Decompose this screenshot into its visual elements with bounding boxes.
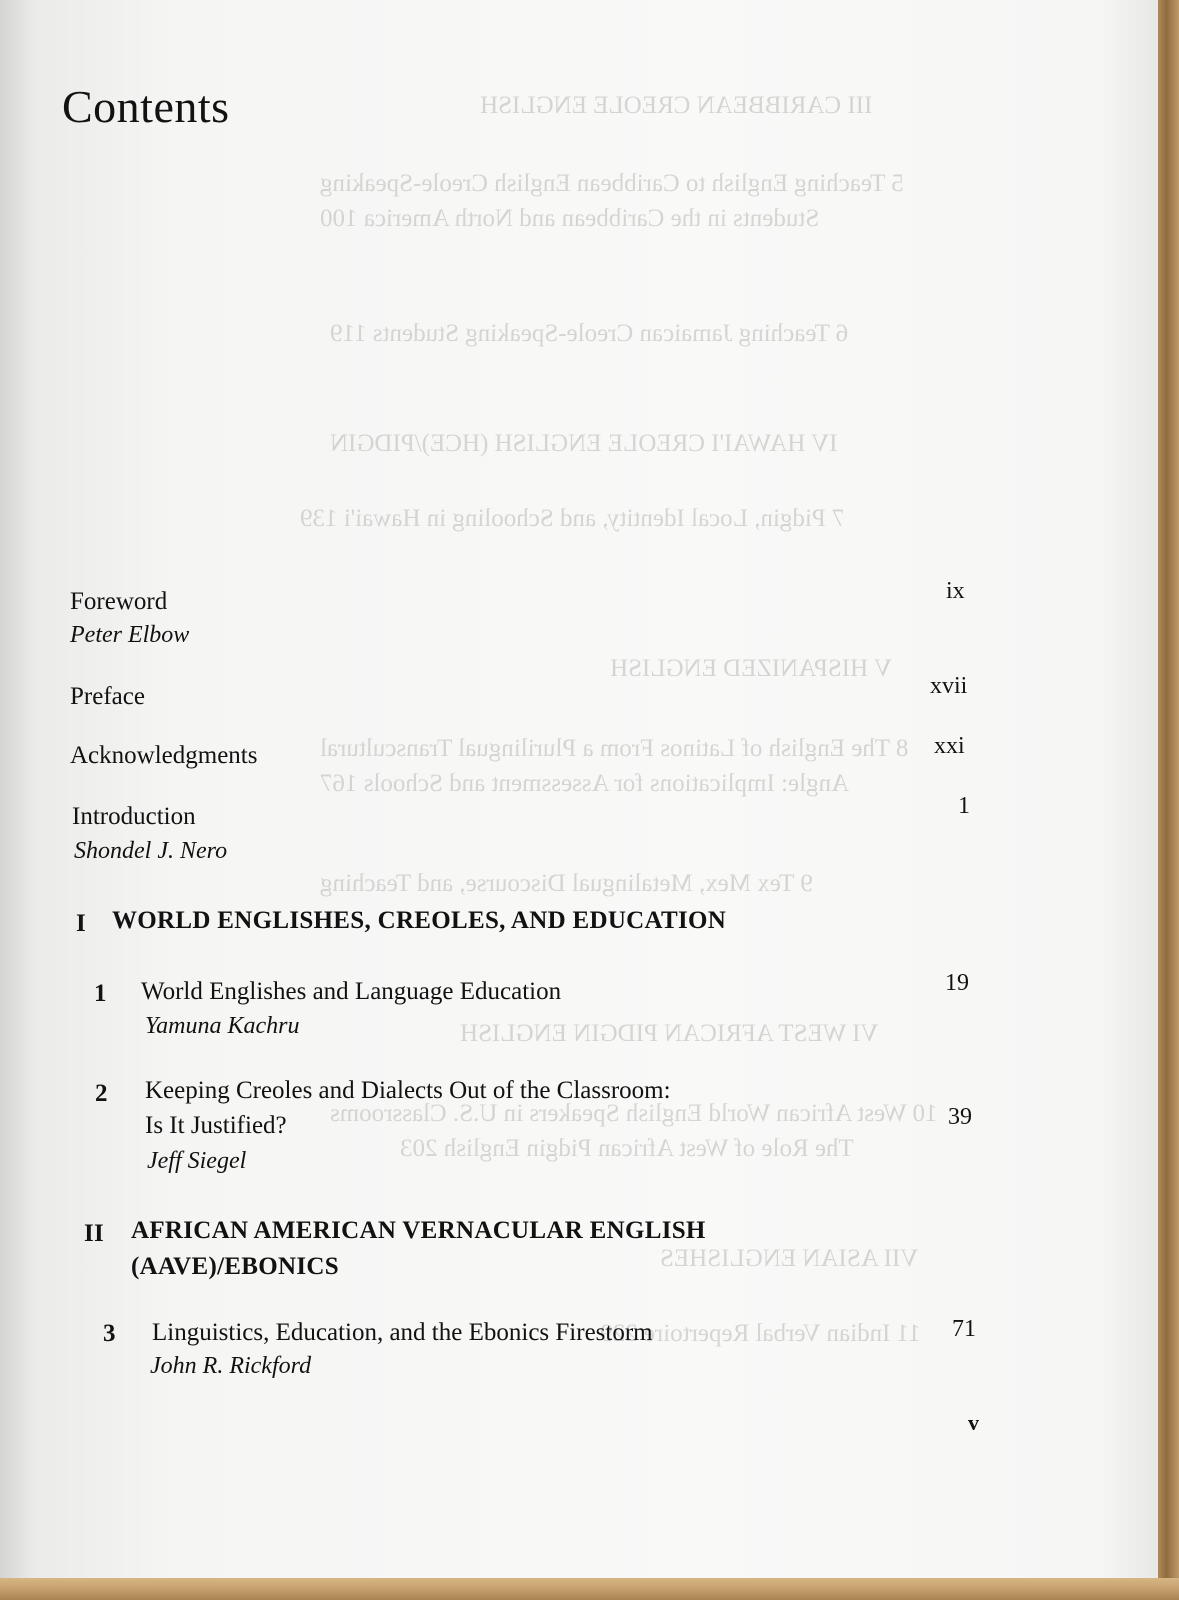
- show-through-line: V HISPANIZED ENGLISH: [610, 655, 892, 682]
- show-through-line: III CARIBBEAN CREOLE ENGLISH: [480, 92, 873, 119]
- page-title: Contents: [62, 81, 230, 132]
- part-title-continued: (AAVE)/EBONICS: [131, 1253, 339, 1280]
- show-through-line: 10 West African World English Speakers in U.S. Classrooms: [330, 1100, 938, 1127]
- chapter-page-number: 71: [952, 1316, 976, 1342]
- chapter-author: Jeff Siegel: [147, 1148, 247, 1174]
- chapter-number: 2: [95, 1080, 108, 1107]
- chapter-title: Keeping Creoles and Dialects Out of the Classroom:: [145, 1077, 671, 1104]
- chapter-page-number: 19: [945, 970, 969, 996]
- entry-author: Peter Elbow: [70, 622, 190, 648]
- chapter-number: 3: [103, 1320, 116, 1347]
- show-through-line: 6 Teaching Jamaican Creole-Speaking Students 119: [330, 320, 849, 347]
- show-through-line: Students in the Caribbean and North America 100: [320, 205, 820, 232]
- show-through-line: 8 The English of Latinos From a Plurilingual Transcultural: [320, 735, 909, 762]
- show-through-line: VI WEST AFRICAN PIDGIN ENGLISH: [460, 1020, 879, 1047]
- chapter-author: Yamuna Kachru: [145, 1013, 300, 1039]
- chapter-title-continued: Is It Justified?: [145, 1112, 287, 1139]
- entry-page-number: xvii: [930, 673, 968, 699]
- show-through-line: Angle: Implications for Assessment and Schools 167: [320, 770, 850, 797]
- show-through-line: 11 Indian Verbal Repertoire 229: [600, 1320, 921, 1347]
- entry-author: Shondel J. Nero: [74, 838, 228, 864]
- chapter-title: World Englishes and Language Education: [141, 978, 562, 1005]
- chapter-number: 1: [94, 980, 107, 1007]
- entry-page-number: xxi: [934, 733, 965, 759]
- show-through-line: The Role of West African Pidgin English 203: [400, 1135, 854, 1162]
- chapter-author: John R. Rickford: [150, 1353, 312, 1379]
- chapter-title: Linguistics, Education, and the Ebonics Firestorm: [152, 1319, 653, 1346]
- book-edge-bottom: [0, 1578, 1179, 1600]
- entry-page-number: 1: [958, 793, 970, 819]
- entry-title: Acknowledgments: [70, 742, 258, 769]
- page-folio: v: [968, 1410, 979, 1435]
- part-numeral: II: [84, 1220, 105, 1247]
- chapter-page-number: 39: [948, 1104, 972, 1130]
- show-through-line: 7 Pidgin, Local Identity, and Schooling in Hawai'i 139: [300, 505, 845, 532]
- entry-title: Preface: [70, 683, 145, 710]
- entry-title: Introduction: [72, 803, 196, 830]
- part-numeral: I: [76, 910, 87, 937]
- book-edge-right: [1158, 0, 1179, 1600]
- part-title: AFRICAN AMERICAN VERNACULAR ENGLISH: [131, 1217, 706, 1244]
- show-through-line: 5 Teaching English to Caribbean English Creole-Speaking: [320, 170, 904, 197]
- show-through-line: 9 Tex Mex, Metalingual Discourse, and Teaching: [320, 870, 813, 897]
- entry-page-number: ix: [946, 578, 965, 604]
- show-through-line: VII ASIAN ENGLISHES: [660, 1245, 919, 1272]
- show-through-line: IV HAWAI'I CREOLE ENGLISH (HCE)/PIDGIN: [330, 430, 838, 457]
- entry-title: Foreword: [70, 588, 168, 615]
- part-title: WORLD ENGLISHES, CREOLES, AND EDUCATION: [112, 907, 727, 934]
